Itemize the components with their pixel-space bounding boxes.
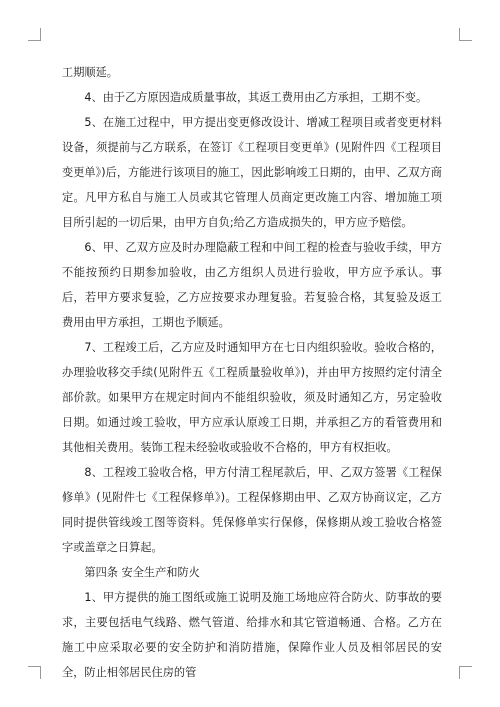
paragraph-clause-4: 4、由于乙方原因造成质量事故，其返工费用由乙方承担，工期不变。 — [84, 91, 428, 104]
paragraph-clause-7: 7、工程竣工后，乙方应及时通知甲方在七日内组织验收。验收合格的，办理验收移交手续(见附件五《工程质量验收单》)，并由甲方按照约定付清全部价款。如果甲方在规定时间内不能组织验收，须及时通知乙方，另定验收日期。如通过竣工验收，甲方应承认原竣工日期，并承担乙方的看管费用和其他相关费用。装饰工程未经验收或验收不合格的，甲方有权拒收。 — [62, 341, 442, 454]
paragraph-clause-8: 8、工程竣工验收合格，甲方付清工程尾款后，甲、乙双方签署《工程保修单》(见附件七《工程保修单》)。工程保修期由甲、乙双方协商议定，乙方同时提供管线竣工图等资料。凭保修单实行保修，保修期从竣工验收合格签字或盖章之日算起。 — [62, 466, 442, 554]
paragraph-clause-5: 5、在施工过程中，甲方提出变更修改设计、增减工程项目或者变更材料设备，须提前与乙方联系，在签订《工程项目变更单》(见附件四《工程项目变更单》)后，方能进行该项目的施工，因此影响竣工日期的，由甲、乙双方商定。凡甲方私自与施工人员或其它管理人员商定更改施工内容、增加施工项目所引起的一切后果，由甲方自负;给乙方造成损失的，甲方应予赔偿。 — [62, 116, 442, 229]
crop-mark-bottom-right — [459, 666, 472, 679]
paragraph-safety-clause-1: 1、甲方提供的施工图纸或施工说明及施工场地应符合防火、防事故的要求，主要包括电气线路、燃气管道、给排水和其它管道畅通、合格。乙方在施工中应采取必要的安全防护和消防措施，保障作业人员及相邻居民的安全，防止相邻居民住房的管 — [62, 591, 442, 679]
section-heading-article-4: 第四条 安全生产和防火 — [84, 566, 200, 579]
crop-mark-top-right — [459, 28, 472, 41]
paragraph-continuation: 工期顺延。 — [62, 66, 118, 79]
paragraph-clause-6: 6、甲、乙双方应及时办理隐蔽工程和中间工程的检查与验收手续，甲方不能按预约日期参加验收，由乙方组织人员进行验收，甲方应予承认。事后，若甲方要求复验，乙方应按要求办理复验。若复验合格，其复验及返工费用由甲方承担，工期也予顺延。 — [62, 241, 442, 329]
document-body — [62, 60, 442, 685]
crop-mark-top-left — [28, 28, 41, 41]
crop-mark-bottom-left — [28, 666, 41, 679]
